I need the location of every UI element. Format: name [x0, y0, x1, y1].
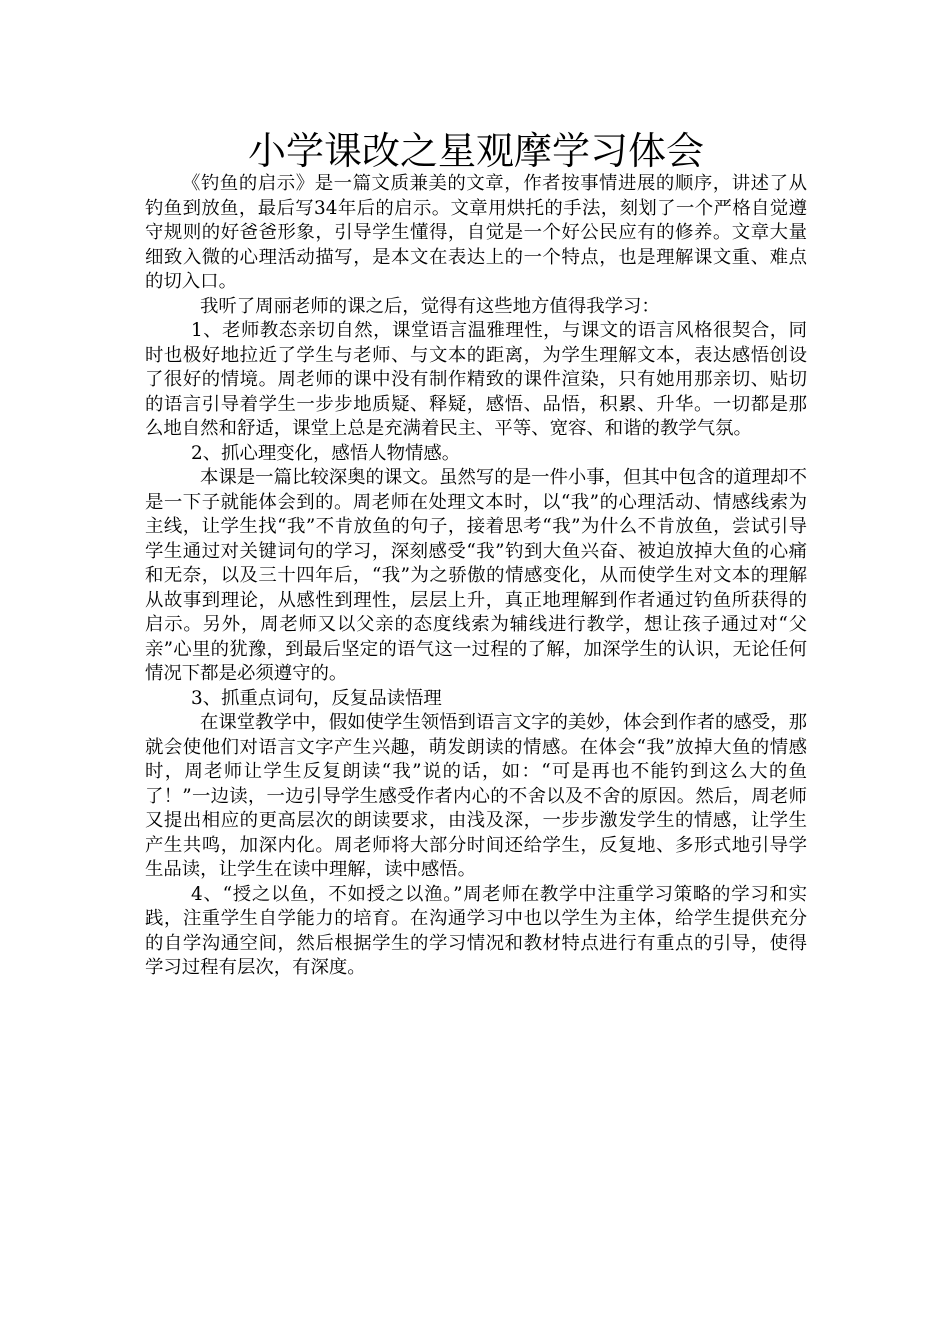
paragraph-intro: 《钓鱼的启示》是一篇文质兼美的文章，作者按事情进展的顺序，讲述了从钓鱼到放鱼，最后写34年后的启示。文章用烘托的手法，刻划了一个严格自觉遵守规则的好爸爸形象，引导学生懂得，自觉是一个好公民应有的修养。文章大量细致入微的心理活动描写，是本文在表达上的一个特点，也是理解课文重、难点的切入口。	[145, 173, 807, 292]
document-page	[145, 130, 807, 981]
document-body	[145, 172, 807, 981]
paragraph-point-4: 4、“授之以鱼，不如授之以渔。”周老师在教学中注重学习策略的学习和实践，注重学生自学能力的培育。在沟通学习中也以学生为主体，给学生提供充分的自学沟通空间，然后根据学生的学习情况和教材特点进行有重点的引导，使得学习过程有层次，有深度。	[145, 883, 807, 978]
paragraph-heading-3: 3、抓重点词句，反复品读悟理	[191, 687, 442, 709]
paragraph-heading-2: 2、抓心理变化，感悟人物情感。	[191, 442, 461, 464]
paragraph-point-2: 本课是一篇比较深奥的课文。虽然写的是一件小事，但其中包含的道理却不是一下子就能体会到的。周老师在处理文本时，以“我”的心理活动、情感线索为主线，让学生找“我”不肯放鱼的句子，接着思考“我”为什么不肯放鱼，尝试引导学生通过对关键词句的学习，深刻感受“我”钓到大鱼兴奋、被迫放掉大鱼的心痛和无奈，以及三十四年后，“我”为之骄傲的情感变化，从而使学生对文本的理解从故事到理论，从感性到理性，层层上升，真正地理解到作者通过钓鱼所获得的启示。另外，周老师又以父亲的态度线索为辅线进行教学，想让孩子通过对“父亲”心里的犹豫，到最后坚定的语气这一过程的了解，加深学生的认识，无论任何情况下都是必须遵守的。	[145, 467, 807, 684]
document-title: 小学课改之星观摩学习体会	[247, 129, 704, 173]
paragraph-lead-in: 我听了周丽老师的课之后，觉得有这些地方值得我学习：	[200, 295, 660, 317]
paragraph-point-3: 在课堂教学中，假如使学生领悟到语言文字的美妙，体会到作者的感受，那就会使他们对语言文字产生兴趣，萌发朗读的情感。在体会“我”放掉大鱼的情感时，周老师让学生反复朗读“我”说的话，如：“可是再也不能钓到这么大的鱼了！”一边读，一边引导学生感受作者内心的不舍以及不舍的原因。然后，周老师又提出相应的更高层次的朗读要求，由浅及深，一步步激发学生的情感，让学生产生共鸣，加深内化。周老师将大部分时间还给学生，反复地、多形式地引导学生品读，让学生在读中理解，读中感悟。	[145, 712, 807, 880]
paragraph-point-1: 1、老师教态亲切自然，课堂语言温雅理性，与课文的语言风格很契合，同时也极好地拉近了学生与老师、与文本的距离，为学生理解文本，表达感悟创设了很好的情境。周老师的课中没有制作精致的课件渲染，只有她用那亲切、贴切的语言引导着学生一步步地质疑、释疑，感悟、品悟，积累、升华。一切都是那么地自然和舒适，课堂上总是充满着民主、平等、宽容、和谐的教学气氛。	[145, 320, 807, 439]
